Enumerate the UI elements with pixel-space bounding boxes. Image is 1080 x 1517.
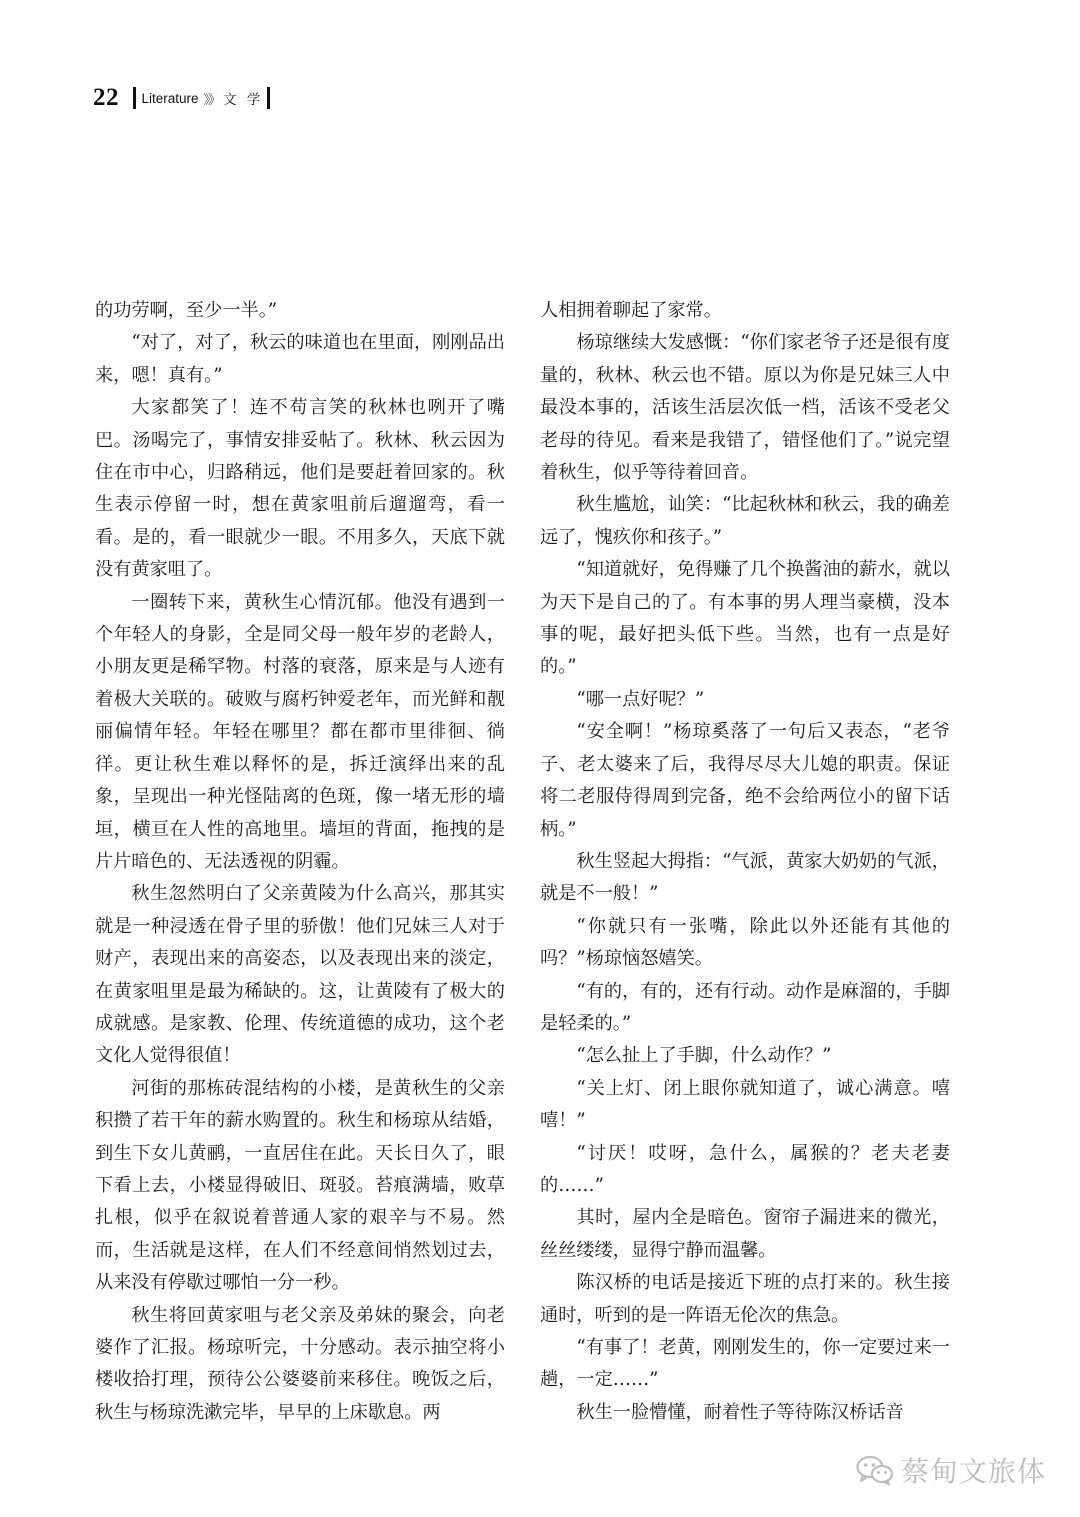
paragraph: “有事了！老黄，刚刚发生的，你一定要过来一趟，一定……” — [540, 1337, 950, 1391]
paragraph: “你就只有一张嘴，除此以外还能有其他的吗？”杨琼恼怒嬉笑。 — [540, 915, 950, 970]
paragraph: “对了，对了，秋云的味道也在里面，刚刚品出来，嗯！真有。” — [95, 332, 505, 386]
paragraph: “知道就好，免得赚了几个换酱油的薪水，就以为天下是自己的了。有本事的男人理当豪横，没本事的呢，最好把头低下些。当然，也有一点是好的。” — [540, 559, 950, 678]
paragraph: 大家都笑了！连不苟言笑的秋林也咧开了嘴巴。汤喝完了，事情安排妥帖了。秋林、秋云因为住在市中心，归路稍远，他们是要赶着回家的。秋生表示停留一时，想在黄家咀前后遛遛弯，看一看。是的，看一眼就少一眼。不用多久，天底下就没有黄家咀了。 — [95, 397, 505, 581]
paragraph: “关上灯、闭上眼你就知道了，诚心满意。嘻嘻！” — [540, 1077, 950, 1132]
header-divider-left — [133, 87, 136, 109]
watermark — [855, 1450, 1046, 1490]
paragraph: 陈汉桥的电话是接近下班的点打来的。秋生接通时，听到的是一阵语无伦次的焦急。 — [540, 1272, 950, 1326]
paragraph: 杨琼继续大发感慨：“你们家老爷子还是很有度量的，秋林、秋云也不错。原以为你是兄妹三人中最没本事的，活该生活层次低一档，活该不受老父老母的待见。看来是我错了，错怪他们了。”说完望着秋生，似乎等待着回音。 — [540, 332, 950, 484]
section-name-english: Literature — [141, 90, 199, 106]
paragraph: “有的，有的，还有行动。动作是麻溜的，手脚是轻柔的。” — [540, 980, 950, 1034]
paragraph: “哪一点好呢？” — [576, 688, 705, 710]
paragraph: “安全啊！”杨琼奚落了一句后又表态，“老爷子、老太婆来了后，我得尽尽大儿媳的职责。保证将二老服侍得周到完备，绝不会给两位小的留下话柄。” — [540, 721, 950, 840]
paragraph: 秋生一脸懵懂，耐着性子等待陈汉桥话音 — [576, 1401, 904, 1423]
paragraph: 一圈转下来，黄秋生心情沉郁。他没有遇到一个年轻人的身影，全是同父母一般年岁的老龄人，小朋友更是稀罕物。村落的衰落，原来是与人迹有着极大关联的。破败与腐朽钟爱老年，而光鲜和靓丽偏情年轻。年轻在哪里？都在都市里徘徊、徜徉。更让秋生难以释怀的是，拆迁演绎出来的乱象，呈现出一种光怪陆离的色斑，像一堵无形的墙垣，横亘在人性的高地里。墙垣的背面，拖拽的是片片暗色的、无法透视的阴霾。 — [95, 591, 505, 872]
paragraph: “讨厌！哎呀，急什么，属猴的？老夫老妻的……” — [540, 1142, 950, 1196]
wechat-icon — [855, 1454, 895, 1486]
paragraph: 秋生竖起大拇指：“气派，黄家大奶奶的气派，就是不一般！” — [540, 850, 950, 905]
paragraph: 的功劳啊，至少一半。” — [95, 300, 278, 321]
page-number: 22 — [93, 84, 119, 111]
header-divider-right — [267, 87, 270, 109]
paragraph: 秋生忽然明白了父亲黄陵为什么高兴，那其实就是一种浸透在骨子里的骄傲！他们兄妹三人对于财产，表现出来的高姿态，以及表现出来的淡定，在黄家咀里是最为稀缺的。这，让黄陵有了极大的成就感。是家教、伦理、传统道德的成功，这个老文化人觉得很值！ — [95, 883, 505, 1067]
paragraph: 其时，屋内全是暗色。窗帘子漏进来的微光，丝丝缕缕，显得宁静而温馨。 — [540, 1207, 950, 1261]
left-text-column — [95, 295, 505, 1429]
section-name-chinese: 文 学 — [223, 92, 264, 108]
page-header — [93, 84, 270, 112]
chevron-right-icon: 》》 — [203, 92, 220, 108]
paragraph: 秋生尴尬，讪笑：“比起秋林和秋云，我的确差远了，愧疚你和孩子。” — [540, 494, 950, 548]
paragraph: 河街的那栋砖混结构的小楼，是黄秋生的父亲积攒了若干年的薪水购置的。秋生和杨琼从结婚，到生下女儿黄鹂，一直居住在此。天长日久了，眼下看上去，小楼显得破旧、斑驳。苔痕满墙，败草扎根，似乎在叙说着普通人家的艰辛与不易。然而，生活就是这样，在人们不经意间悄然划过去，从来没有停歇过哪怕一分一秒。 — [95, 1077, 505, 1294]
paragraph: “怎么扯上了手脚，什么动作？” — [576, 1045, 832, 1067]
right-text-column — [540, 295, 950, 1429]
paragraph: 人相拥着聊起了家常。 — [540, 300, 722, 321]
watermark-text: 蔡甸文旅体 — [900, 1455, 1046, 1488]
paragraph: 秋生将回黄家咀与老父亲及弟妹的聚会，向老婆作了汇报。杨琼听完，十分感动。表示抽空将小楼收拾打理，预待公公婆婆前来移住。晚饭之后，秋生与杨琼洗漱完毕，早早的上床歇息。两 — [95, 1304, 505, 1423]
